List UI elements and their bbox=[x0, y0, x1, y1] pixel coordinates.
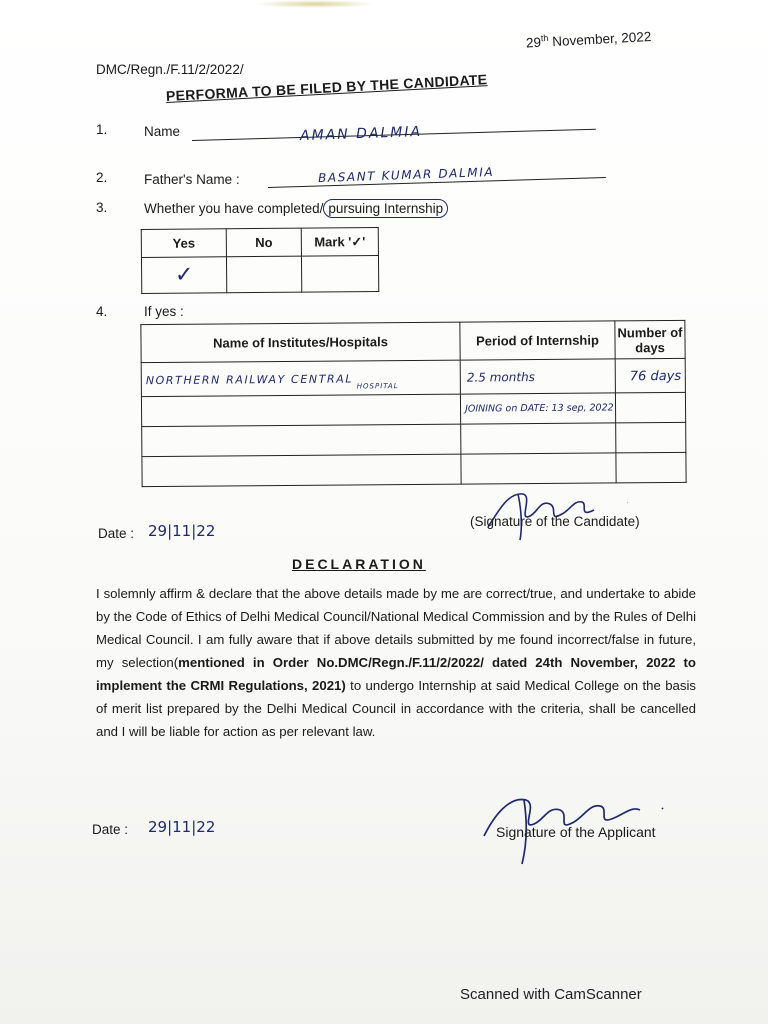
candidate-date-value: 29|11|22 bbox=[148, 522, 216, 540]
internship-table bbox=[140, 320, 686, 487]
joining-date-note: JOINING on DATE: 13 sep, 2022 bbox=[465, 402, 614, 415]
mark-table bbox=[141, 227, 380, 294]
applicant-signature-scribble bbox=[464, 776, 664, 866]
row1-days bbox=[615, 358, 685, 393]
col-period: Period of Internship bbox=[460, 321, 615, 360]
declaration-part-2: to undergo Internship at said Medical College on the basis of merit list prepared by the Delhi Medical Council in accordance with the criteria, shall be cancelled and I will be liable for action as per relevant law. bbox=[96, 678, 696, 739]
form-title: PERFORMA TO BE FILED BY THE CANDIDATE bbox=[165, 71, 488, 104]
date-day: 29 bbox=[525, 34, 542, 51]
mark-header-mark: Mark '✓' bbox=[301, 227, 378, 256]
period-value: 2.5 months bbox=[466, 370, 535, 385]
yes-check-cell bbox=[141, 257, 226, 294]
candidate-date-label: Date : bbox=[98, 526, 135, 541]
reference-number: DMC/Regn./F.11/2/2022/ bbox=[96, 62, 244, 77]
scan-smudge bbox=[255, 0, 375, 8]
internship-question-prefix: Whether you have completed/ bbox=[144, 201, 324, 216]
camscanner-footer: Scanned with CamScanner bbox=[460, 986, 642, 1003]
days-value: 76 days bbox=[629, 368, 682, 384]
item-number-2: 2. bbox=[96, 170, 108, 185]
candidate-signature-label: (Signature of the Candidate) bbox=[470, 514, 640, 529]
name-label: Name bbox=[144, 124, 181, 139]
internship-question bbox=[144, 201, 448, 216]
row4-period bbox=[461, 453, 616, 484]
row4-days bbox=[616, 452, 686, 483]
row1-period bbox=[460, 359, 615, 394]
candidate-signature-scribble bbox=[478, 482, 628, 542]
mark-header-yes: Yes bbox=[141, 229, 226, 258]
declaration-text bbox=[96, 582, 696, 743]
no-cell bbox=[226, 256, 301, 293]
father-name-label: Father's Name : bbox=[144, 172, 240, 187]
yes-checkmark: ✓ bbox=[174, 262, 194, 288]
row2-period bbox=[460, 393, 615, 424]
date-suffix: th bbox=[540, 32, 549, 44]
circled-pursuing: pursuing Internship bbox=[323, 199, 448, 218]
declaration-heading: DECLARATION bbox=[292, 556, 426, 572]
row4-institute bbox=[142, 454, 461, 487]
institute-name-sub: HOSPITAL bbox=[356, 382, 399, 391]
applicant-date-label: Date : bbox=[92, 822, 129, 837]
date-rest: November, 2022 bbox=[548, 28, 652, 50]
col-days: Number of days bbox=[615, 320, 685, 359]
declaration-part-1: I solemnly affirm & declare that the above details made by me are correct/true, and undertake to abide by the Code of Ethics of Delhi Medical Council/National Medical Commission and by the Rules of Delhi Medical Council. I am fully aware that if above details submitted by me found incorrect/false in future, my selection( bbox=[96, 586, 696, 670]
applicant-date-value: 29|11|22 bbox=[148, 818, 216, 836]
item-number-3: 3. bbox=[96, 200, 108, 215]
row3-institute bbox=[142, 424, 461, 457]
mark-cell bbox=[301, 255, 378, 292]
row3-period bbox=[461, 423, 616, 454]
if-yes-label: If yes : bbox=[144, 304, 184, 319]
declaration-order-reference: mentioned in Order No.DMC/Regn./F.11/2/2022/ dated 24th November, 2022 to implement the CRMI Regulations, 2021) bbox=[96, 655, 696, 693]
father-name-value: BASANT KUMAR DALMIA bbox=[317, 164, 495, 186]
mark-header-no: No bbox=[226, 228, 301, 257]
col-institute: Name of Institutes/Hospitals bbox=[141, 322, 460, 363]
row2-days bbox=[615, 392, 685, 423]
row2-institute bbox=[141, 394, 460, 427]
institute-name: NORTHERN RAILWAY CENTRAL bbox=[145, 372, 354, 388]
row3-days bbox=[616, 422, 686, 453]
item-number-1: 1. bbox=[96, 122, 108, 137]
name-value: AMAN DALMIA bbox=[299, 123, 423, 145]
item-number-4: 4. bbox=[96, 304, 108, 319]
row1-institute bbox=[141, 360, 460, 397]
applicant-signature-label: Signature of the Applicant bbox=[496, 824, 656, 840]
